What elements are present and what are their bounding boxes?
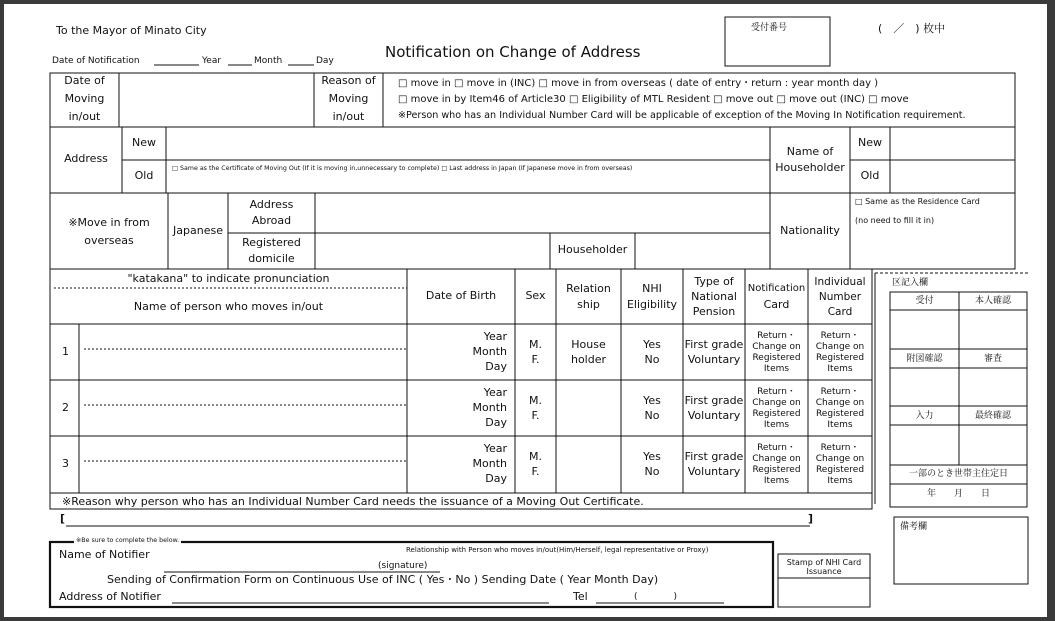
notification-card-header-1: Notification xyxy=(747,283,806,294)
date-moving-label-2: Moving xyxy=(64,92,105,105)
notif-return-1[interactable]: Return・ xyxy=(757,331,796,341)
dob-month-label: Month xyxy=(472,345,507,358)
notif-return-1[interactable]: Return・ xyxy=(757,443,796,453)
notif-return-4[interactable]: Items xyxy=(763,476,790,486)
sex-female-option[interactable]: F. xyxy=(531,409,540,422)
indiv-return-1[interactable]: Return・ xyxy=(820,443,860,453)
date-moving-label-3: in/out xyxy=(68,110,101,123)
reason-moving-label-2: Moving xyxy=(328,92,369,105)
indiv-return-3[interactable]: Registered xyxy=(815,409,865,419)
address-old-label: Old xyxy=(134,169,154,182)
japanese-label: Japanese xyxy=(173,224,223,237)
address-abroad-label-2: Abroad xyxy=(251,214,292,227)
address-change-form xyxy=(4,4,1047,617)
individual-number-header-3: Card xyxy=(827,306,853,318)
nhi-no-option[interactable]: No xyxy=(644,465,660,478)
notif-return-2[interactable]: Change on xyxy=(752,342,801,352)
notif-return-3[interactable]: Registered xyxy=(752,353,801,363)
indiv-return-4[interactable]: Items xyxy=(827,476,853,486)
address-abroad-label-1: Address xyxy=(249,198,294,211)
complete-below-note: ※Be sure to complete the below. xyxy=(76,537,180,544)
old-address-options[interactable]: □ Same as the Certificate of Moving Out (If it is moving in,unnecessary to complete) □ Last address in Japan (If Japanese move in from overseas) xyxy=(172,165,633,172)
notif-return-2[interactable]: Change on xyxy=(752,454,801,464)
no-need-note: (no need to fill it in) xyxy=(855,216,935,225)
office-remarks-label: 備考欄 xyxy=(900,522,928,532)
office-review-label: 審査 xyxy=(983,354,1002,364)
indiv-return-3[interactable]: Registered xyxy=(815,353,865,363)
nhi-header-1: NHI xyxy=(642,282,662,295)
indiv-return-2[interactable]: Change on xyxy=(815,454,865,464)
relationship-header-1: Relation xyxy=(566,282,611,295)
pension-header-3: Pension xyxy=(692,305,736,318)
indiv-return-2[interactable]: Change on xyxy=(815,398,865,408)
reason-individual-card-note: ※Reason why person who has an Individual Number Card needs the issuance of a Moving Out Certificate. xyxy=(62,495,644,508)
sex-male-option[interactable]: M. xyxy=(529,394,542,407)
address-new-label: New xyxy=(132,136,156,149)
pension-voluntary-option[interactable]: Voluntary xyxy=(687,353,741,366)
indiv-return-4[interactable]: Items xyxy=(827,364,853,374)
overseas-householder-label: Householder xyxy=(557,243,628,256)
notification-month-label: Month xyxy=(254,56,283,66)
nhi-no-option[interactable]: No xyxy=(644,353,660,366)
pension-header-1: Type of xyxy=(694,275,734,288)
indiv-return-2[interactable]: Change on xyxy=(815,342,865,352)
indiv-return-3[interactable]: Registered xyxy=(815,465,865,475)
date-notification-label: Date of Notification xyxy=(52,56,140,66)
office-use-title: 区記入欄 xyxy=(892,278,929,288)
pension-voluntary-option[interactable]: Voluntary xyxy=(687,409,741,422)
to-mayor-text: To the Mayor of Minato City xyxy=(56,24,207,37)
reception-number-label: 受付番号 xyxy=(751,23,788,33)
individual-number-header-2: Number xyxy=(818,291,862,303)
overseas-label-2: overseas xyxy=(84,234,134,247)
dob-day-label: Day xyxy=(485,360,507,373)
nhi-stamp-label-1: Stamp of NHI Card xyxy=(786,558,862,567)
dob-day-label: Day xyxy=(485,416,507,429)
dob-day-label: Day xyxy=(485,472,507,485)
indiv-return-1[interactable]: Return・ xyxy=(820,331,860,341)
office-attachment-label: 附図確認 xyxy=(906,354,943,364)
nhi-header-2: Eligibility xyxy=(626,298,678,311)
pension-voluntary-option[interactable]: Voluntary xyxy=(687,465,741,478)
notifier-address-label: Address of Notifier xyxy=(59,590,161,603)
relationship-value-1: House xyxy=(571,338,606,351)
reason-bracket-open: [ xyxy=(60,512,66,525)
indiv-return-4[interactable]: Items xyxy=(827,420,853,430)
office-temp-address-label: 一部のとき世帯主住定日 xyxy=(908,469,1008,479)
notification-day-label: Day xyxy=(316,56,334,66)
office-identity-label: 本人確認 xyxy=(974,296,1011,306)
tel-label: Tel xyxy=(573,590,588,603)
sex-male-option[interactable]: M. xyxy=(529,450,542,463)
confirmation-form-line[interactable]: Sending of Confirmation Form on Continuous Use of INC ( Yes・No ) Sending Date ( Year Month Day) xyxy=(107,573,659,586)
dob-header: Date of Birth xyxy=(425,289,497,302)
notif-return-3[interactable]: Registered xyxy=(752,465,801,475)
inc-exception-note: ※Person who has an Individual Number Card will be applicable of exception of the Moving In Notification requirement. xyxy=(398,110,966,121)
indiv-return-1[interactable]: Return・ xyxy=(820,387,860,397)
dob-month-label: Month xyxy=(472,401,507,414)
reason-options-line-1[interactable]: □ move in □ move in (INC) □ move in from overseas ( date of entry・return : year month day ) xyxy=(398,78,879,89)
notif-return-1[interactable]: Return・ xyxy=(757,387,796,397)
notif-return-4[interactable]: Items xyxy=(763,364,790,374)
address-label: Address xyxy=(64,152,108,165)
notification-year-label: Year xyxy=(202,56,222,66)
registered-domicile-label-2: domicile xyxy=(248,252,295,265)
reason-options-line-2[interactable]: □ move in by Item46 of Article30 □ Eligibility of MTL Resident □ move out □ move out (INC) □ move xyxy=(398,94,909,105)
pension-first-grade-option[interactable]: First grade xyxy=(684,338,744,351)
householder-new-label: New xyxy=(858,136,882,149)
reason-moving-label-3: in/out xyxy=(332,110,365,123)
notif-return-3[interactable]: Registered xyxy=(752,409,801,419)
nhi-yes-option[interactable]: Yes xyxy=(643,450,661,463)
same-residence-card-checkbox[interactable]: □ Same as the Residence Card xyxy=(855,197,980,206)
relationship-value-2: holder xyxy=(570,353,607,366)
householder-label-1: Name of xyxy=(786,145,834,158)
pension-first-grade-option[interactable]: First grade xyxy=(684,394,744,407)
dob-month-label: Month xyxy=(472,457,507,470)
row-number: 3 xyxy=(62,457,69,470)
nhi-yes-option[interactable]: Yes xyxy=(643,338,661,351)
date-moving-label-1: Date of xyxy=(64,74,105,87)
relationship-label: Relationship with Person who moves in/out(Him/Herself, legal representative or Proxy) xyxy=(406,546,709,554)
overseas-label-1: ※Move in from xyxy=(68,216,150,229)
sex-header: Sex xyxy=(525,289,546,302)
registered-domicile-label-1: Registered xyxy=(242,236,301,249)
sex-female-option[interactable]: F. xyxy=(531,465,540,478)
dob-year-label: Year xyxy=(483,442,507,455)
reason-moving-label-1: Reason of xyxy=(321,74,376,87)
nationality-label: Nationality xyxy=(780,224,840,237)
dob-year-label: Year xyxy=(483,386,507,399)
tel-paren: ( ) xyxy=(634,592,678,602)
katakana-note: "katakana" to indicate pronunciation xyxy=(127,272,330,285)
pension-header-2: National xyxy=(691,290,737,303)
office-final-label: 最終確認 xyxy=(974,411,1011,421)
pension-first-grade-option[interactable]: First grade xyxy=(684,450,744,463)
row-number: 2 xyxy=(62,401,69,414)
relationship-header-2: ship xyxy=(577,298,600,311)
nhi-stamp-label-2: Issuance xyxy=(806,567,842,576)
sex-female-option[interactable]: F. xyxy=(531,353,540,366)
row-number: 1 xyxy=(62,345,69,358)
nhi-yes-option[interactable]: Yes xyxy=(643,394,661,407)
sheet-count-label: ( ／ ) 枚中 xyxy=(878,22,946,35)
office-ymd-label: 年 月 日 xyxy=(926,489,990,499)
notif-return-2[interactable]: Change on xyxy=(752,398,801,408)
office-input-label: 入力 xyxy=(915,411,934,421)
signature-label: (signature) xyxy=(378,561,428,571)
notification-card-header-2: Card xyxy=(763,298,790,311)
person-name-header: Name of person who moves in/out xyxy=(133,300,324,313)
householder-label-2: Householder xyxy=(775,161,845,174)
sex-male-option[interactable]: M. xyxy=(529,338,542,351)
reason-bracket-close: ] xyxy=(808,512,814,525)
individual-number-header-1: Individual xyxy=(814,276,866,288)
nhi-no-option[interactable]: No xyxy=(644,409,660,422)
office-reception-label: 受付 xyxy=(915,296,934,306)
form-title: Notification on Change of Address xyxy=(385,43,641,61)
notif-return-4[interactable]: Items xyxy=(763,420,790,430)
dob-year-label: Year xyxy=(483,330,507,343)
notifier-name-label: Name of Notifier xyxy=(59,548,150,561)
householder-old-label: Old xyxy=(860,169,880,182)
